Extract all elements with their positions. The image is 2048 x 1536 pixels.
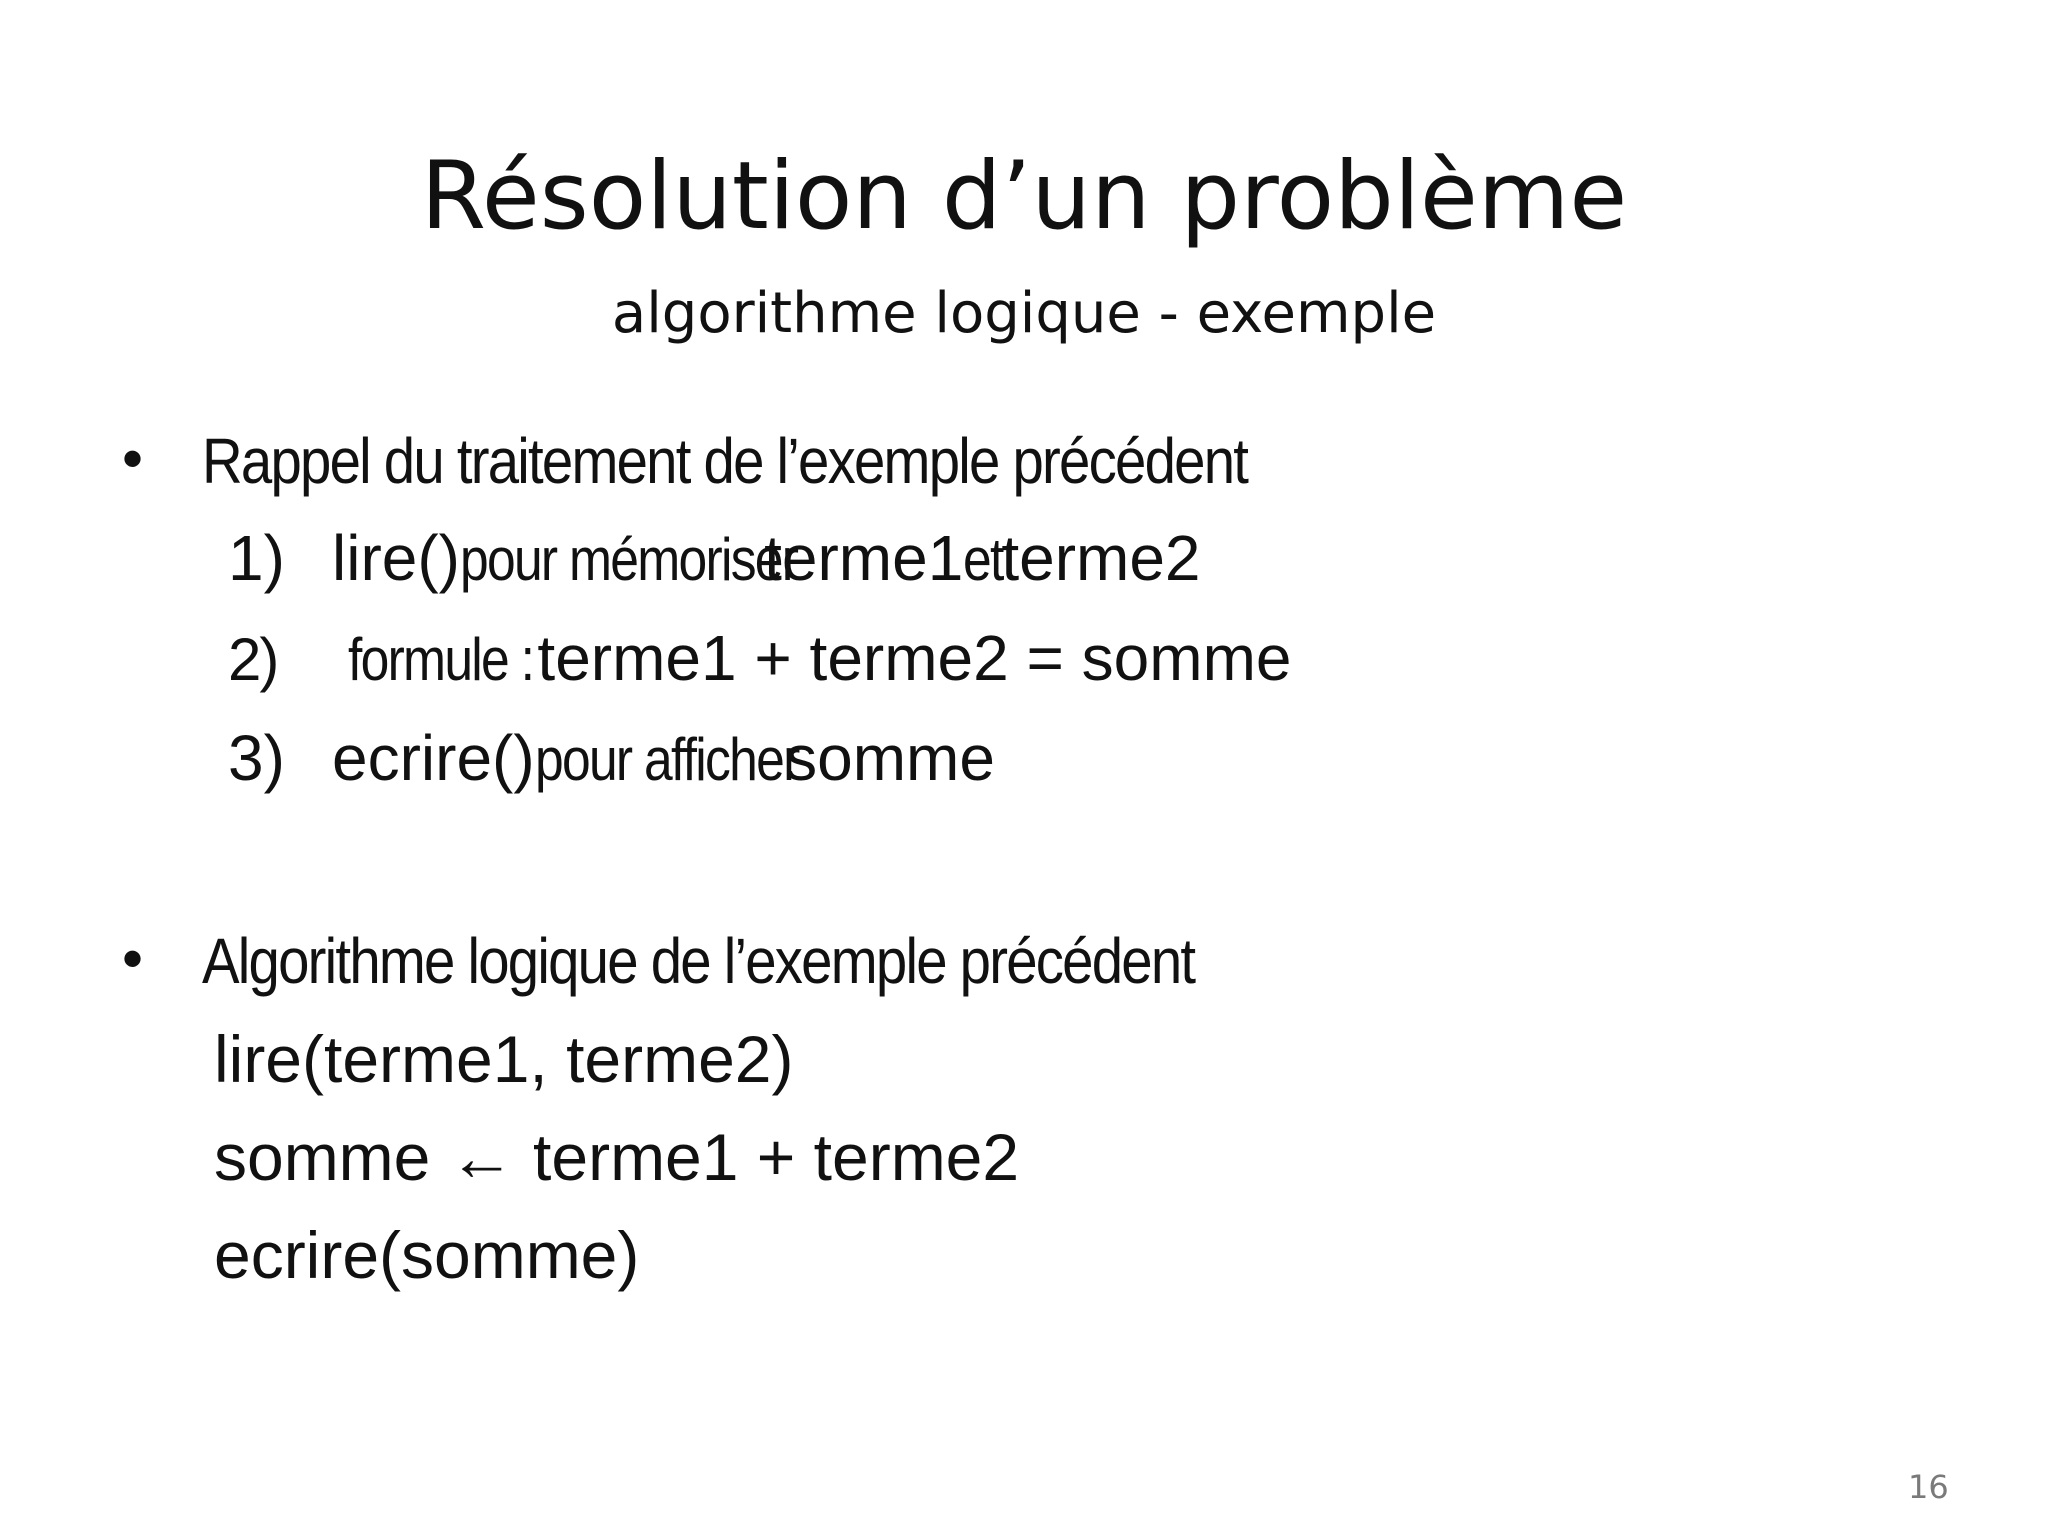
code-line-2: somme ← terme1 + terme2 (214, 1120, 1020, 1194)
bullet-text: Algorithme logique de l’exemple précédent (202, 925, 1195, 997)
step-item-3 (228, 722, 995, 794)
function-name: lire() (332, 522, 460, 594)
formula: terme1 + terme2 = somme (537, 622, 1292, 694)
conjunction: et (963, 526, 1003, 593)
function-name: ecrire() (332, 722, 535, 794)
step-item-2 (228, 622, 1292, 694)
step-number: 3) (228, 722, 285, 794)
step-description: pour mémoriser (459, 526, 798, 593)
bullet-item-algorithme (122, 924, 1330, 998)
slide-title: Résolution d’un problème (420, 142, 1628, 251)
step-item-1 (228, 522, 1201, 594)
variable-name: terme2 (1001, 522, 1201, 594)
step-description: pour afficher (534, 726, 799, 793)
bullet-icon: • (122, 925, 144, 992)
bullet-item-rappel (122, 424, 1390, 498)
slide-subtitle: algorithme logique - exemple (611, 281, 1437, 346)
code-line-1: lire(terme1, terme2) (214, 1022, 794, 1096)
step-number: 2) (228, 626, 278, 693)
code-line-3: ecrire(somme) (214, 1218, 640, 1292)
variable-name: somme (785, 722, 995, 794)
bullet-text: Rappel du traitement de l’exemple précédent (202, 425, 1248, 497)
variable-name: terme1 (764, 522, 964, 594)
step-description: formule : (348, 626, 534, 693)
page-number: 16 (1908, 1468, 1949, 1506)
step-number: 1) (228, 522, 285, 594)
bullet-icon: • (122, 425, 144, 492)
